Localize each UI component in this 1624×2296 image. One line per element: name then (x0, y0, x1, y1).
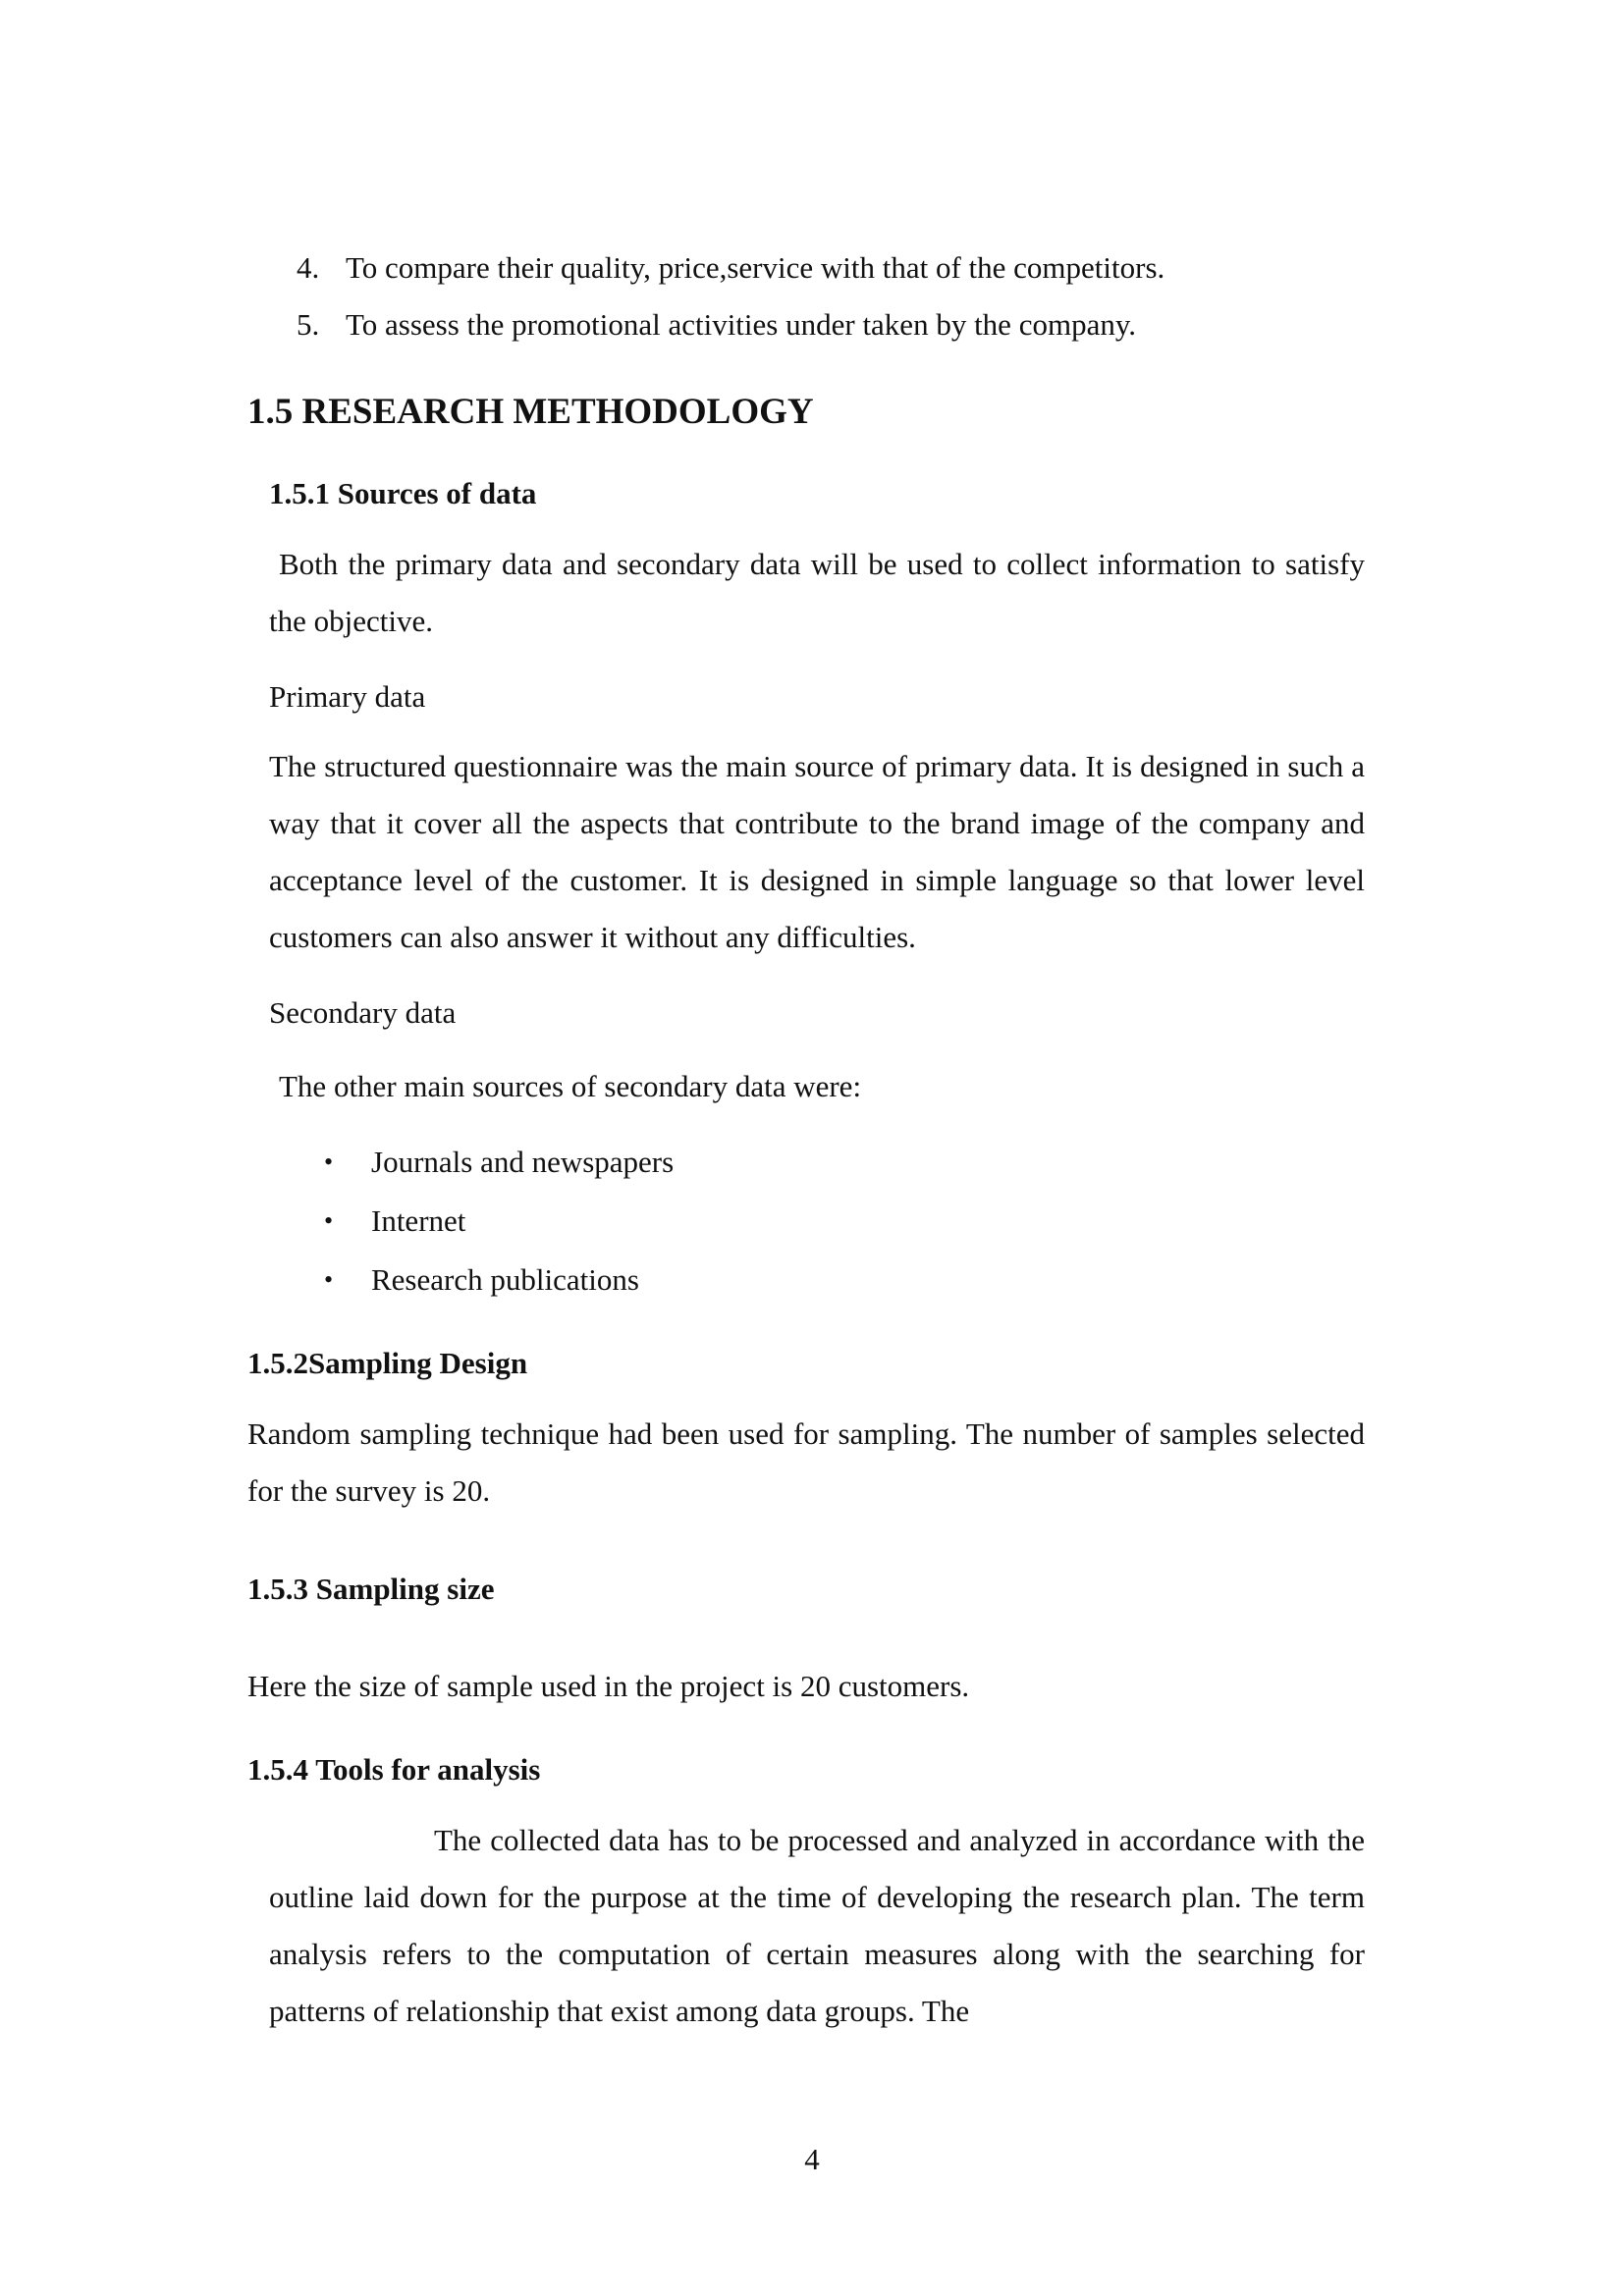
bullet-icon: • (324, 1206, 334, 1235)
section-heading: 1.5 RESEARCH METHODOLOGY (247, 392, 814, 432)
bullet-icon: • (324, 1148, 334, 1176)
list-item: Internet (371, 1203, 466, 1238)
paragraph: Random sampling technique had been used for sampling. The number of samples selected for the survey is 20. (247, 1416, 1365, 1508)
bullet-icon: • (324, 1265, 334, 1294)
list-item: Research publications (371, 1262, 639, 1297)
subsection-heading: 1.5.2Sampling Design (247, 1346, 528, 1380)
objective-number: 5. (297, 307, 320, 342)
list-item: Journals and newspapers (371, 1145, 675, 1179)
paragraph: The collected data has to be processed and analyzed in accordance with the outline laid down for the purpose at the time of developing the research plan. The term analysis refers to the computation of certain measures along with the searching for patterns of relationship that exist among data groups. The (269, 1823, 1365, 2028)
paragraph: Here the size of sample used in the project is 20 customers. (247, 1669, 970, 1703)
objective-item: To compare their quality, price,service with that of the competitors. (346, 250, 1165, 285)
subsection-heading: 1.5.4 Tools for analysis (247, 1752, 541, 1787)
objective-number: 4. (297, 250, 320, 285)
page-number: 4 (804, 2142, 820, 2176)
paragraph: The other main sources of secondary data were: (279, 1069, 862, 1103)
paragraph: Both the primary data and secondary data will be used to collect information to satisfy the objective. (269, 547, 1365, 638)
subsection-heading: 1.5.3 Sampling size (247, 1572, 495, 1606)
objective-item: To assess the promotional activities under taken by the company. (346, 307, 1137, 342)
paragraph-label: Primary data (269, 679, 426, 714)
subsection-heading: 1.5.1 Sources of data (269, 476, 537, 510)
paragraph-label: Secondary data (269, 995, 457, 1030)
paragraph: The structured questionnaire was the main source of primary data. It is designed in such a way that it cover all the aspects that contribute to the brand image of the company and acceptance level of the customer. It is designed in simple language so that lower level customers can also answer it without any difficulties. (269, 749, 1365, 954)
